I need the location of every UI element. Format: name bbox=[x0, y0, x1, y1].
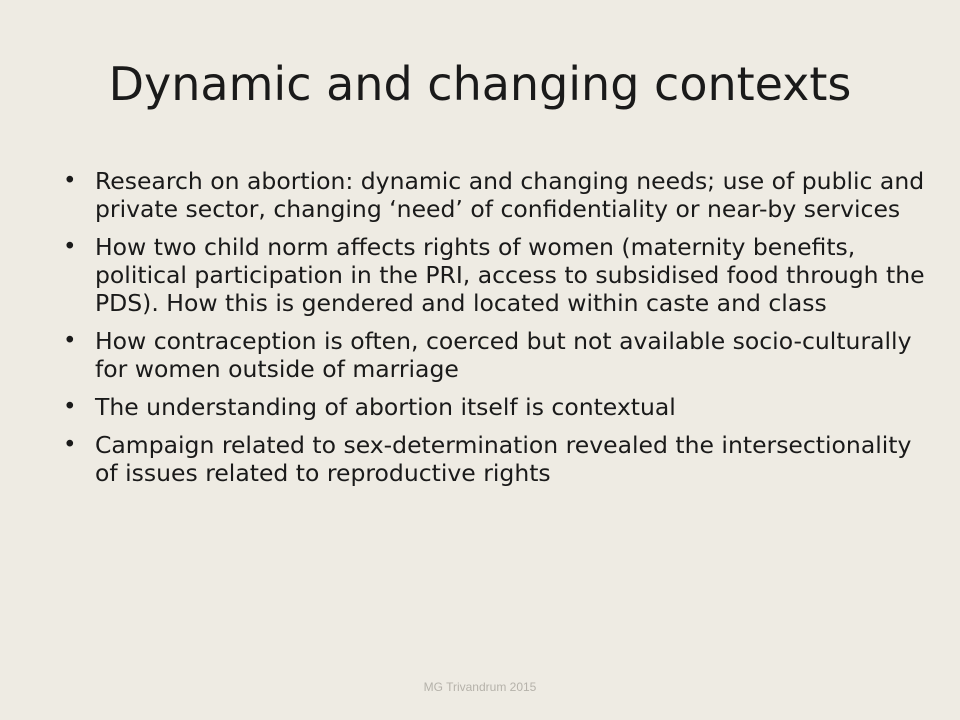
slide-footer: MG Trivandrum 2015 bbox=[423, 680, 537, 694]
bullet-text: How two child norm affects rights of women (maternity benefits, political participation in the PRI, access to subsidised food through the PDS). How this is gendered and located within caste and class bbox=[95, 233, 925, 317]
bullet-text: The understanding of abortion itself is contextual bbox=[95, 393, 676, 421]
bullet-text: Campaign related to sex-determination revealed the intersectionality of issues related to reproductive rights bbox=[95, 431, 912, 487]
bullet-item bbox=[60, 431, 940, 487]
slide-title: Dynamic and changing contexts bbox=[108, 57, 852, 111]
bullet-item bbox=[60, 327, 940, 383]
bullet-item bbox=[60, 167, 940, 223]
bullet-dot-icon: • bbox=[63, 234, 77, 260]
bullet-dot-icon: • bbox=[63, 328, 77, 354]
bullet-item bbox=[60, 233, 940, 317]
bullet-dot-icon: • bbox=[63, 394, 77, 420]
bullet-dot-icon: • bbox=[63, 168, 77, 194]
bullet-item bbox=[60, 393, 940, 421]
bullet-list bbox=[60, 167, 940, 497]
bullet-text: Research on abortion: dynamic and changing needs; use of public and private sector, changing ‘need’ of confidentiality or near-by services bbox=[95, 167, 925, 223]
bullet-text: How contraception is often, coerced but not available socio-culturally for women outside of marriage bbox=[95, 327, 912, 383]
bullet-dot-icon: • bbox=[63, 432, 77, 458]
